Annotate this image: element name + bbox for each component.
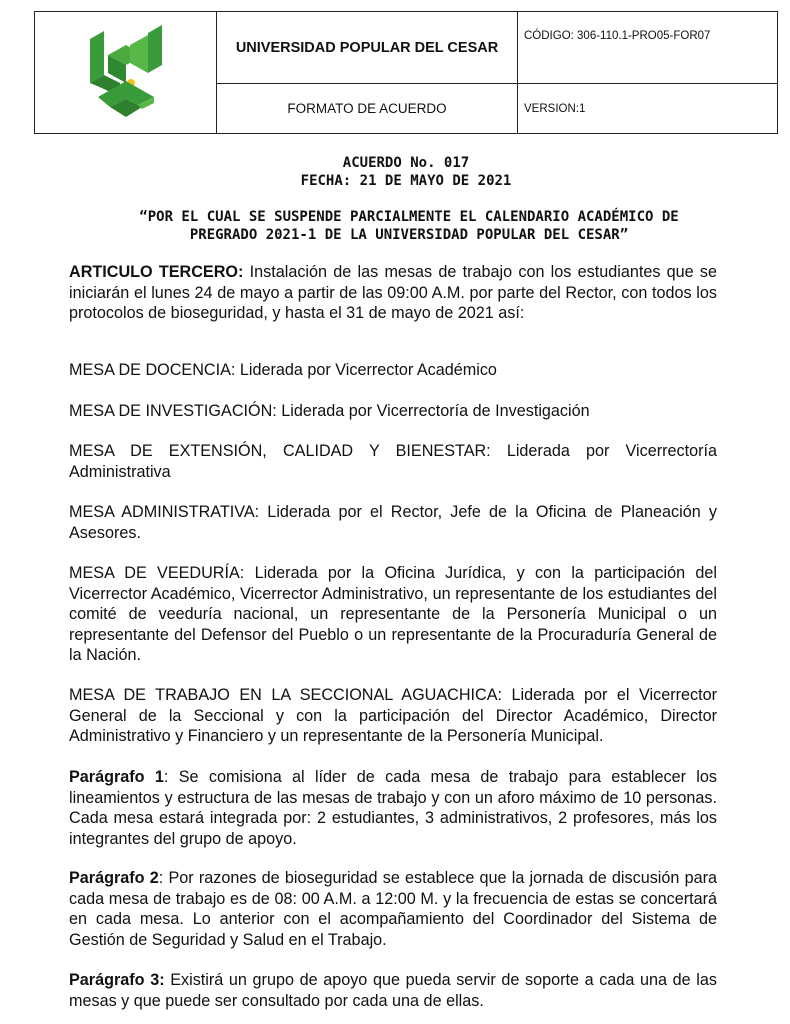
article-paragraph bbox=[69, 262, 717, 324]
paragrafo-3-label: Parágrafo 3: bbox=[69, 971, 165, 989]
paragrafo-1 bbox=[69, 767, 717, 849]
paragrafo-1-label: Parágrafo 1 bbox=[69, 768, 164, 786]
paragrafo-2-label: Parágrafo 2 bbox=[69, 869, 159, 887]
upc-logo-icon bbox=[35, 25, 216, 120]
agreement-title-line-1: “POR EL CUAL SE SUSPENDE PARCIALMENTE EL CALENDARIO ACADÉMICO DE bbox=[139, 209, 679, 225]
document-version: VERSION:1 bbox=[518, 84, 778, 134]
format-name: FORMATO DE ACUERDO bbox=[217, 84, 518, 134]
mesa-docencia: MESA DE DOCENCIA: Liderada por Vicerrector Académico bbox=[69, 361, 497, 379]
paragrafo-3 bbox=[69, 970, 717, 1011]
mesa-extension: MESA DE EXTENSIÓN, CALIDAD Y BIENESTAR: Liderada por Vicerrectoría Administrativa bbox=[69, 442, 717, 481]
university-name: UNIVERSIDAD POPULAR DEL CESAR bbox=[217, 12, 518, 84]
document-header bbox=[34, 11, 778, 134]
paragrafo-2-text: : Por razones de bioseguridad se establece que la jornada de discusión para cada mesa de trabajo es de 08: 00 A.M. a 12:00 M. y la frecuencia de estas se concertará en cada mesa. Lo anterior con el acompañamiento del Coordinador del Sistema de Gestión de Seguridad y Salud en el Trabajo. bbox=[69, 869, 717, 949]
mesa-veeduria: MESA DE VEEDURÍA: Liderada por la Oficina Jurídica, y con la participación del Vicerrector Académico, Vicerrector Administrativo, un representante de los estudiantes del comité de veeduría nacional, un representante de la Personería Municipal o un representante del Defensor del Pueblo o un representante de la Procuraduría General de la Nación. bbox=[69, 564, 717, 665]
mesa-investigacion: MESA DE INVESTIGACIÓN: Liderada por Vicerrectoría de Investigación bbox=[69, 402, 590, 420]
paragrafo-1-text: : Se comisiona al líder de cada mesa de trabajo para establecer los lineamientos y estructura de las mesas de trabajo y con un aforo máximo de 10 personas. Cada mesa estará integrada por: 2 estudiantes, 3 administrativos, 2 profesores, más los integrantes del grupo de apoyo. bbox=[69, 768, 717, 848]
agreement-heading bbox=[34, 154, 778, 190]
paragrafo-3-text: Existirá un grupo de apoyo que pueda servir de soporte a cada una de las mesas y que puede ser consultado por cada una de ellas. bbox=[69, 971, 717, 1010]
logo-cell bbox=[35, 12, 217, 134]
article-label: ARTICULO TERCERO: bbox=[69, 263, 244, 281]
document-code: CÓDIGO: 306-110.1-PRO05-FOR07 bbox=[518, 12, 778, 84]
paragrafo-2 bbox=[69, 868, 717, 950]
agreement-title bbox=[40, 208, 778, 244]
agreement-date: FECHA: 21 DE MAYO DE 2021 bbox=[300, 173, 512, 189]
agreement-number: ACUERDO No. 017 bbox=[342, 155, 470, 171]
article-text: Instalación de las mesas de trabajo con los estudiantes que se iniciarán el lunes 24 de mayo a partir de las 09:00 A.M. por parte del Rector, con todos los protocolos de bioseguridad, y hasta el 31 de mayo de 2021 así: bbox=[69, 263, 717, 323]
mesa-aguachica: MESA DE TRABAJO EN LA SECCIONAL AGUACHICA: Liderada por el Vicerrector General de la Seccional y con la participación del Director Académico, Director Administrativo y Financiero y un representante de la Personería Municipal. bbox=[69, 686, 717, 746]
agreement-title-line-2: PREGRADO 2021-1 DE LA UNIVERSIDAD POPULAR DEL CESAR” bbox=[189, 227, 629, 243]
mesa-administrativa: MESA ADMINISTRATIVA: Liderada por el Rector, Jefe de la Oficina de Planeación y Asesores. bbox=[69, 503, 717, 542]
